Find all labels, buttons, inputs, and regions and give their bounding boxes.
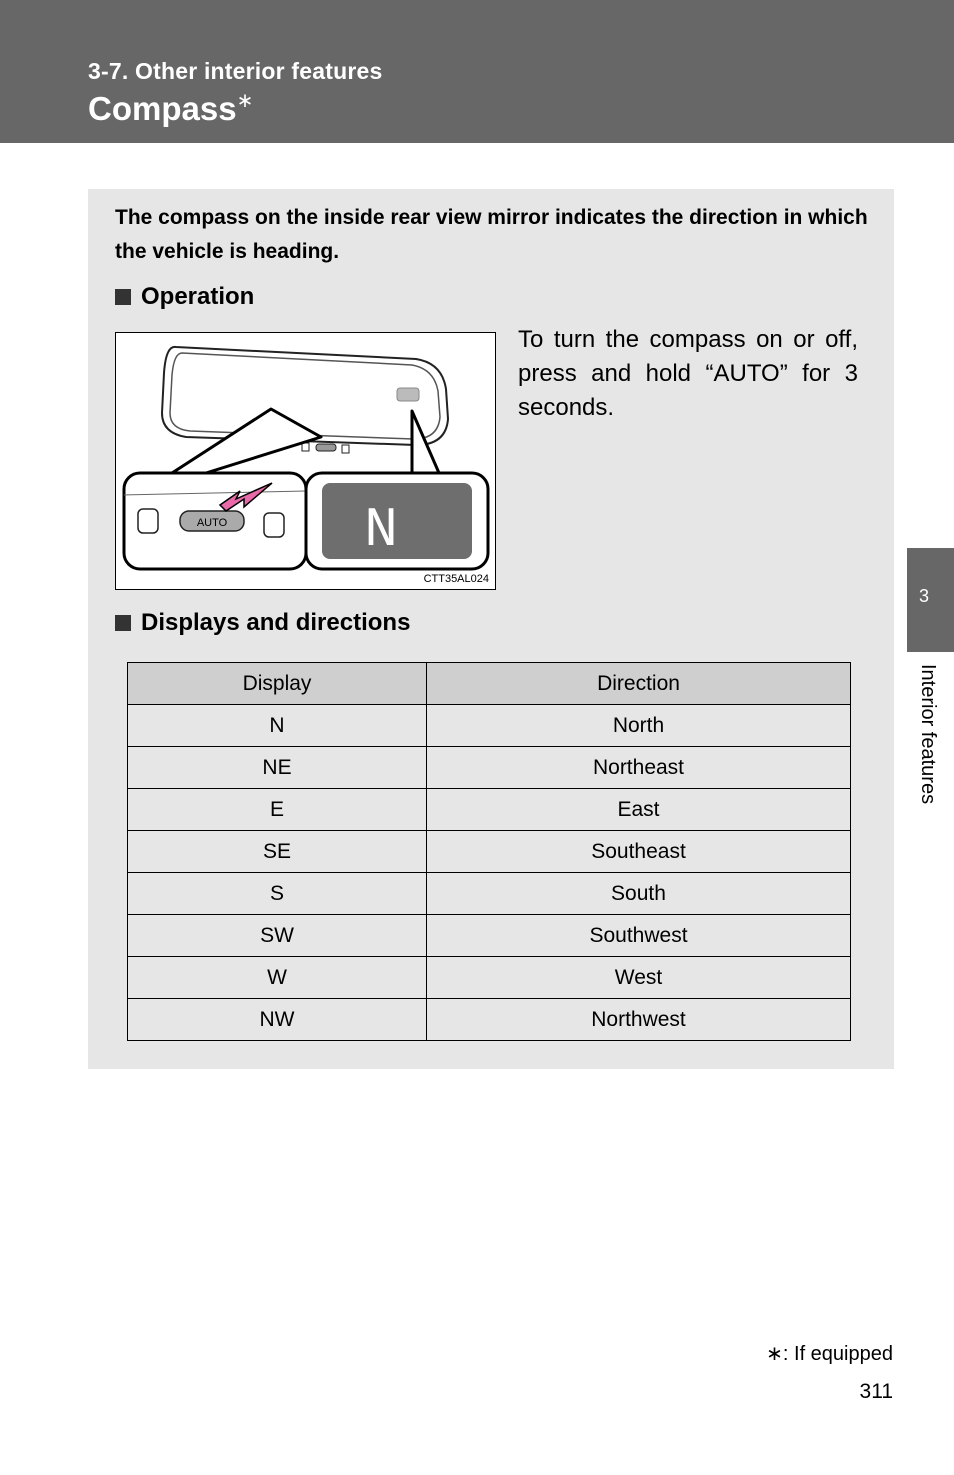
equipped-mark: ∗ bbox=[236, 90, 254, 112]
direction-cell: Southwest bbox=[427, 915, 851, 957]
table-row bbox=[128, 915, 851, 957]
table-row bbox=[128, 789, 851, 831]
chapter-tab[interactable] bbox=[907, 548, 954, 652]
page-title bbox=[88, 90, 253, 128]
column-header-display: Display bbox=[128, 663, 427, 705]
content-panel bbox=[88, 189, 894, 1069]
direction-cell: North bbox=[427, 705, 851, 747]
display-cell: E bbox=[128, 789, 427, 831]
footnote: ∗: If equipped bbox=[766, 1343, 893, 1365]
direction-cell: Southeast bbox=[427, 831, 851, 873]
mirror-illustration bbox=[115, 332, 496, 590]
column-header-direction: Direction bbox=[427, 663, 851, 705]
square-bullet-icon bbox=[115, 289, 131, 305]
direction-cell: West bbox=[427, 957, 851, 999]
table-row bbox=[128, 705, 851, 747]
mirror-display-window bbox=[397, 388, 419, 401]
mirror-small-button-left bbox=[302, 443, 309, 451]
chapter-number: 3 bbox=[919, 586, 930, 606]
display-cell: NE bbox=[128, 747, 427, 789]
zoom-compass-display-glyph: N bbox=[364, 498, 398, 562]
operation-heading-text: Operation bbox=[141, 283, 255, 310]
zoom-button-left bbox=[138, 509, 158, 533]
table-header-row bbox=[128, 663, 851, 705]
operation-instruction: To turn the compass on or off, press and hold “AUTO” for 3 seconds. bbox=[518, 326, 858, 421]
display-cell: NW bbox=[128, 999, 427, 1041]
section-title: 3-7. Other interior features bbox=[88, 58, 383, 84]
display-cell: N bbox=[128, 705, 427, 747]
page-title-text: Compass bbox=[88, 90, 237, 127]
table-row bbox=[128, 831, 851, 873]
displays-heading-text: Displays and directions bbox=[141, 609, 411, 636]
operation-heading bbox=[115, 283, 254, 311]
table-row bbox=[128, 873, 851, 915]
display-cell: S bbox=[128, 873, 427, 915]
page-number: 311 bbox=[859, 1380, 893, 1403]
directions-table bbox=[127, 662, 851, 1041]
page-header bbox=[0, 0, 954, 143]
figure-code: CTT35AL024 bbox=[423, 573, 489, 585]
display-cell: SW bbox=[128, 915, 427, 957]
table-row bbox=[128, 999, 851, 1041]
direction-cell: East bbox=[427, 789, 851, 831]
direction-cell: Northeast bbox=[427, 747, 851, 789]
displays-heading bbox=[115, 609, 410, 637]
direction-cell: Northwest bbox=[427, 999, 851, 1041]
zoom-button-right bbox=[264, 513, 284, 537]
table-row bbox=[128, 957, 851, 999]
mirror-small-button-right bbox=[342, 445, 349, 453]
display-cell: W bbox=[128, 957, 427, 999]
square-bullet-icon bbox=[115, 615, 131, 631]
mirror-small-auto-button bbox=[316, 444, 336, 451]
display-cell: SE bbox=[128, 831, 427, 873]
chapter-label: Interior features bbox=[917, 664, 939, 805]
intro-text: The compass on the inside rear view mirror indicates the direction in which the vehicle is heading. bbox=[115, 206, 868, 263]
mirror-drawing bbox=[116, 333, 497, 591]
table-row bbox=[128, 747, 851, 789]
zoom-auto-button-label: AUTO bbox=[196, 517, 228, 529]
direction-cell: South bbox=[427, 873, 851, 915]
